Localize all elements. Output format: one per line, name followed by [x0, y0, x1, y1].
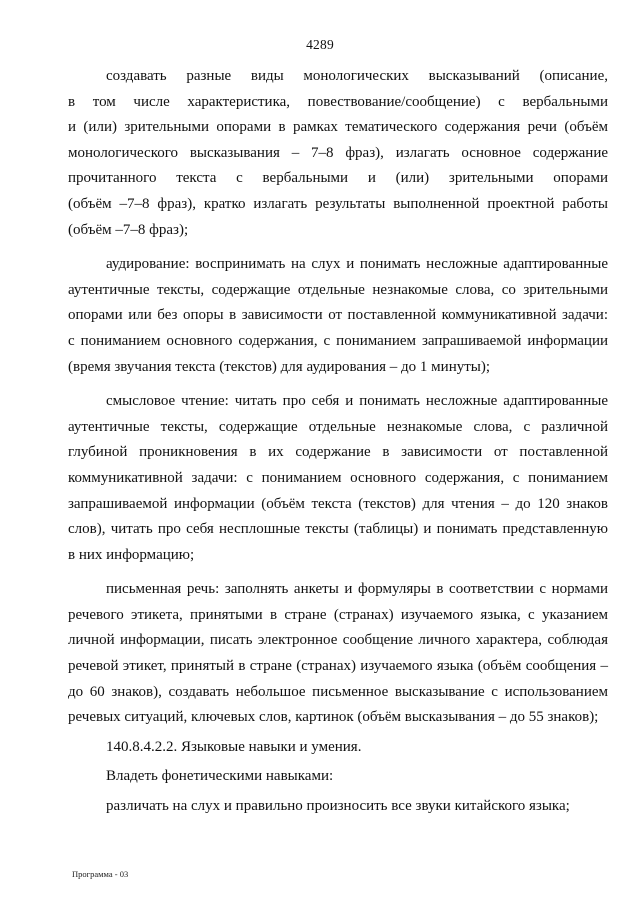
paragraph-line: глубиной проникновения в их содержание в зависимости от поставленной	[68, 444, 608, 461]
paragraph-line: речевого этикета, принятыми в стране (странах) изучаемого языка, с указанием	[68, 606, 608, 623]
paragraph-line: монологического высказывания – 7–8 фраз), излагать основное содержание	[68, 144, 608, 161]
paragraph-line: (время звучания текста (текстов) для аудирования – до 1 минуты);	[68, 358, 491, 375]
paragraph-line: создавать разные виды монологических высказываний (описание,	[106, 68, 608, 84]
paragraph-line: различать на слух и правильно произносить все звуки китайского языка;	[106, 798, 570, 815]
paragraph-line: Владеть фонетическими навыками:	[106, 768, 334, 785]
paragraph-line: аутентичные тексты, содержащие отдельные незнакомые слова, со зрительными	[68, 281, 608, 298]
paragraph-line: речевых ситуаций, ключевых слов, картинок (объём высказывания – до 55 знаков);	[68, 709, 599, 726]
paragraph-line: коммуникативной задачи: с пониманием основного содержания, с пониманием	[68, 469, 608, 486]
paragraph-line: в том числе характеристика, повествование/сообщение) с вербальными	[68, 93, 608, 110]
section-heading: 140.8.4.2.2. Языковые навыки и умения.	[106, 738, 362, 755]
paragraph-line: с пониманием основного содержания, с пониманием запрашиваемой информации	[68, 332, 608, 349]
paragraph-line: в них информацию;	[68, 546, 195, 563]
paragraph-line: речевой этикет, принятый в стране (странах) изучаемого языка (объём сообщения –	[68, 658, 608, 675]
paragraph-line: до 60 знаков), создавать небольшое письменное высказывание с использованием	[68, 683, 608, 700]
paragraph-line: опорами или без опоры в зависимости от поставленной коммуникативной задачи:	[68, 307, 608, 324]
paragraph-line: (объём –7–8 фраз), кратко излагать результаты выполненной проектной работы	[68, 195, 608, 212]
paragraph-line: (объём –7–8 фраз);	[68, 221, 189, 238]
paragraph-line: слов), читать про себя несплошные тексты (таблицы) и понимать представленную	[68, 521, 608, 538]
paragraph-line: смысловое чтение: читать про себя и понимать несложные адаптированные	[106, 393, 608, 410]
paragraph-line: и (или) зрительными опорами в рамках тематического содержания речи (объём	[68, 119, 608, 136]
paragraph-line: прочитанного текста с вербальными и (или) зрительными опорами	[68, 170, 608, 187]
page-footer: Программа - 03	[72, 869, 129, 879]
page-number: 4289	[306, 37, 334, 52]
paragraph-line: личной информации, писать электронное сообщение личного характера, соблюдая	[68, 632, 608, 649]
paragraph-line: аудирование: воспринимать на слух и понимать несложные адаптированные	[106, 256, 608, 273]
document-body	[68, 64, 608, 820]
paragraph-line: запрашиваемой информации (объём текста (текстов) для чтения – до 120 знаков	[68, 495, 608, 512]
paragraph-line: письменная речь: заполнять анкеты и формуляры в соответствии с нормами	[106, 581, 608, 598]
paragraph-line: аутентичные тексты, содержащие отдельные незнакомые слова, с различной	[68, 418, 608, 435]
